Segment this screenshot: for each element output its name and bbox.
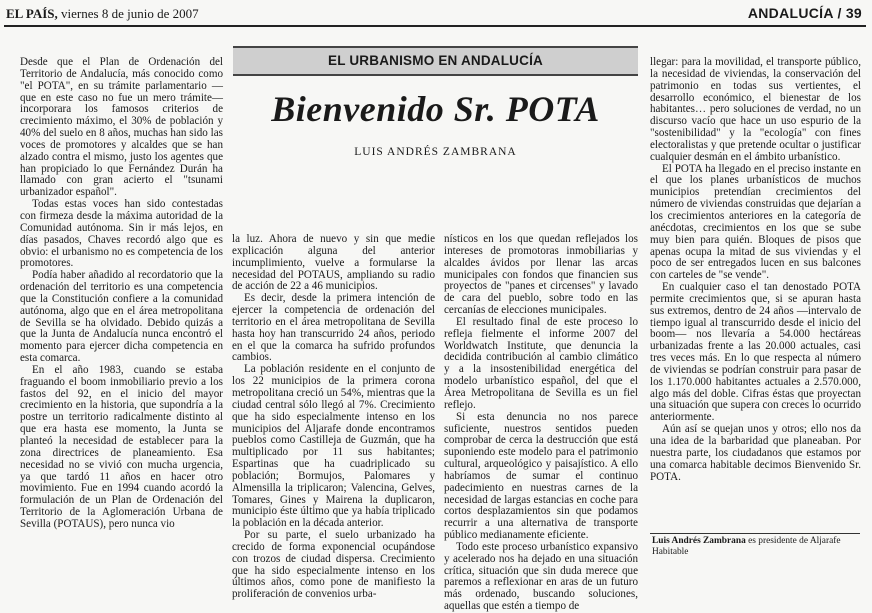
newspaper-name: EL PAÍS,	[6, 6, 58, 21]
paragraph: Desde que el Plan de Ordenación del Territorio de Andalucía, más conocido como "el POTA", en su trámite parlamentario —que en este caso no fue un mero trámite— incorporara los famosos criterios de crecimiento máximo, el 30% de población y 40% del suelo en 8 años, muchas han sido las voces de promotores y alcaldes que se han alzado contra el mismo, justo los agentes que han propiciado lo que Fernández Durán ha llamado con gran acierto el "tsunami urbanizador español".	[20, 56, 223, 199]
paragraph: El resultado final de este proceso lo refleja fielmente el informe 2007 del Worldwatch Institute, que denuncia la decidida contribución al cambio climático y a la insostenibilidad energética del modelo urbanístico español, del que el Área Metropolitana de Sevilla es un fiel reflejo.	[444, 315, 638, 411]
paragraph: Por su parte, el suelo urbanizado ha crecido de forma exponencial ocupándose con trozos de ciudad dispersa. Crecimiento que ha sido especialmente intenso en los últimos años, como pone de manifiesto la proliferación de convenios urba-	[232, 529, 435, 601]
paragraph: En el año 1983, cuando se estaba fraguando el boom inmobiliario previo a los fastos del 92, en el inicio del mayor crecimiento en la historia, que supondría a la postre un territorio radicalmente distinto al que era hasta ese momento, la Junta se planteó la necesidad de establecer para la zona directrices de planeamiento. Esa necesidad no se vivió con mucha urgencia, ya que tardó 11 años en hacer otro movimiento. Fue en 1994 cuando acordó la formulación de un Plan de Ordenación del Territorio de la Aglomeración Urbana de Sevilla (POTAUS), pero nunca vio	[20, 363, 223, 530]
text-column-3	[444, 234, 638, 613]
paragraph: nísticos en los que quedan reflejados los intereses de promotoras inmobiliarias y alcaldes ávidos por llenar las arcas municipales con fondos que financien sus proyectos de "panes et circenses" y lavado de cara del pueblo, sobre todo en las cercanías de elecciones municipales.	[444, 233, 638, 317]
paragraph: la luz. Ahora de nuevo y sin que medie explicación alguna del anterior incumplimiento, vuelve a formularse la necesidad del POTAUS, ampliando su radio de acción de 22 a 46 municipios.	[232, 233, 435, 293]
paragraph: Es decir, desde la primera intención de ejercer la competencia de ordenación del territorio en el área metropolitana de Sevilla hasta hoy han transcurrido 24 años, periodo en el que la comarca ha sufrido profundos cambios.	[232, 292, 435, 364]
footnote-text: es presidente de Aljarafe Habitable	[652, 536, 841, 557]
header-rule	[4, 25, 866, 27]
text-column-2	[232, 234, 435, 601]
author-footnote	[652, 536, 862, 557]
section-banner: EL URBANISMO EN ANDALUCÍA	[233, 46, 638, 76]
text-column-4	[650, 57, 861, 483]
paragraph: Todas estas voces han sido contestadas con firmeza desde la máxima autoridad de la Comunidad autónoma. Sin ir más lejos, en días pasados, Chaves recordó algo que es obvio: el urbanismo no es competencia de los promotores.	[20, 198, 223, 270]
paragraph: Si esta denuncia no nos parece suficiente, nuestros sentidos pueden comprobar de cerca la destrucción que está suponiendo este modelo para el patrimonio cultural, arqueológico y paisajístico. A ello habríamos de sumar el continuo padecimiento en nuestras carnes de la necesidad de largas estancias en coche para cortos desplazamientos sin que podamos recurrir a una alternativa de transporte público medianamente eficiente.	[444, 410, 638, 542]
section-page-label: ANDALUCÍA / 39	[747, 5, 862, 21]
issue-date: viernes 8 de junio de 2007	[61, 6, 199, 21]
text-column-1	[20, 57, 223, 531]
paragraph: llegar: para la movilidad, el transporte público, la necesidad de viviendas, la conservación del patrimonio en todas sus vertientes, el desarrollo económico, el bienestar de los habitantes… pero soluciones de verdad, no un discurso vacío que hace un uso espurio de la "sostenibilidad" y la "ecología" con fines electoralistas y que pretende ocultar o justificar cualquier desmán en el ámbito urbanístico.	[650, 56, 861, 163]
paragraph: Aún así se quejan unos y otros; ello nos da una idea de la barbaridad que planeaban. Por nuestra parte, los ciudadanos que estamos por una comarca habitable decimos Bienvenido Sr. POTA.	[650, 423, 861, 483]
footnote-rule	[650, 533, 860, 534]
masthead	[6, 6, 199, 22]
paragraph: El POTA ha llegado en el preciso instante en el que los planes urbanísticos de muchos municipios pretendían crecimientos del número de viviendas construidas que dejarían a los crecimientos anteriores en la categoría de anécdotas, crecimientos en los que se sube muy bien para quién. Bloques de pisos que apenas ocupa la mitad de sus viviendas y el poco de ser entregados lucen en sus balcones con carteles de "se vende".	[650, 162, 861, 282]
paragraph: En cualquier caso el tan denostado POTA permite crecimientos que, si se apuran hasta sus extremos, dentro de 24 años —intervalo de tiempo igual al transcurrido desde el inicio del boom— nos llevaría a 54.000 hectáreas urbanizadas frente a las 20.000 actuales, casi tres veces más. En lo que respecta al número de viviendas se podrían construir para pasar de los 1.170.000 habitantes actuales a 2.570.000, algo más del doble. Cifras éstas que proyectan una situación que supera con creces lo ocurrido anteriormente.	[650, 281, 861, 424]
article-byline: LUIS ANDRÉS ZAMBRANA	[354, 146, 517, 158]
paragraph: Todo este proceso urbanístico expansivo y acelerado nos ha dejado en una situación crítica, situación que sin duda merece que paremos a reflexionar en aras de un futuro más ordenado, buscando soluciones, aquellas que estén a tiempo de	[444, 540, 638, 613]
footnote-author: Luis Andrés Zambrana	[652, 536, 746, 546]
headline-box	[233, 44, 638, 228]
paragraph: La población residente en el conjunto de los 22 municipios de la primera corona metropolitana creció un 54%, mientras que la ciudad central sólo llegó al 7%. Crecimiento que ha sido especialmente intenso en los municipios del Aljarafe donde encontramos pueblos como Castilleja de Guzmán, que ha multiplicado por 11 sus habitantes; Espartinas que ha cuadriplicado su población; Bormujos, Palomares y Almensilla la triplicaron; Valencina, Gelves, Tomares, Gines y Mairena la duplicaron, municipio éste último que ya había triplicado la población en la década anterior.	[232, 363, 435, 530]
article-title: Bienvenido Sr. POTA	[271, 89, 600, 129]
paragraph: Podía haber añadido al recordatorio que la ordenación del territorio es una competencia que la Constitución confiere a la comunidad autónoma, algo que en el área metropolitana de Sevilla se ha olvidado. Debido quizás a que la Junta de Andalucía nunca encontró el momento para ejercer dicha competencia en esta comarca.	[20, 269, 223, 365]
